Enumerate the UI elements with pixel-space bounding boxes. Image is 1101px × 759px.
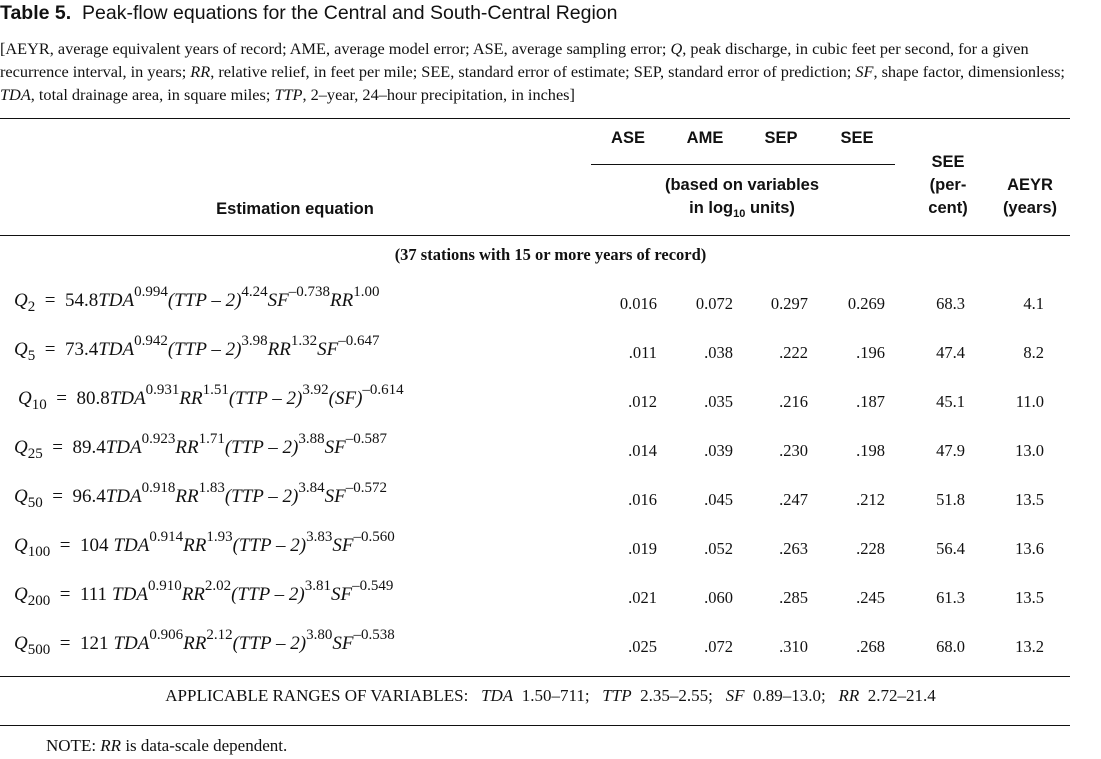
header-estimation-equation: Estimation equation: [216, 200, 374, 218]
equation-variable: TDA: [109, 388, 146, 409]
table-row: [0, 573, 1101, 622]
range-tda-value: 1.50–711;: [521, 686, 590, 705]
table-label: Table 5.: [0, 2, 72, 24]
equation-variable: RR: [183, 535, 207, 556]
equation-exponent: 1.83: [198, 479, 225, 496]
cell-sep: .310: [779, 637, 808, 656]
group-title: (37 stations with 15 or more years of record): [394, 245, 707, 264]
cell-ame: .060: [704, 588, 733, 607]
legend-tda: TDA: [0, 85, 31, 104]
equation-exponent: 1.00: [353, 283, 380, 300]
equation-coefficient: 54.8: [64, 290, 99, 311]
cell-sep: .247: [779, 490, 808, 509]
header-log-text: in log: [689, 199, 734, 217]
table-legend: [0, 37, 1101, 106]
cell-ame: .052: [704, 539, 733, 558]
header-aeyr: [992, 174, 1068, 220]
estimation-equation: $Q_{100}$ = 104 $TDA^{0.914}RR^{1.93}(TTP - 2)^{3.83}SF^{-0.560}$: [14, 528, 395, 560]
cell-see: .187: [856, 392, 885, 411]
cell-sep: .222: [779, 343, 808, 362]
equation-exponent: 0.942: [134, 332, 168, 349]
legend-text: [AEYR, average equivalent years of record; AME, average model error; ASE, average sampling error;: [0, 39, 671, 58]
header-units-text: units): [745, 199, 795, 217]
table-title: [0, 2, 618, 25]
equation-exponent: 3.88: [298, 430, 325, 447]
cell-ame: .038: [704, 343, 733, 362]
equation-variable: RR: [175, 437, 199, 458]
cell-ase: .021: [628, 588, 657, 607]
table-row: [0, 622, 1101, 671]
equation-variable: SF: [330, 584, 353, 605]
equation-exponent: 0.994: [134, 283, 168, 300]
note-text: is data-scale dependent.: [121, 736, 288, 755]
equation-exponent: –0.738: [288, 283, 331, 300]
cell-sep: .216: [779, 392, 808, 411]
header-based-on-line1: (based on variables: [664, 176, 820, 194]
cell-sep: .263: [779, 539, 808, 558]
cell-see: .245: [856, 588, 885, 607]
header-see-percent-line1: SEE: [931, 153, 965, 171]
header-see-percent: [915, 151, 981, 220]
legend-rr: RR: [190, 62, 211, 81]
equation-variable: TDA: [113, 535, 150, 556]
equation-exponent: 1.93: [206, 528, 233, 545]
equation-recurrence-interval: 200: [27, 592, 51, 609]
equation-variable: SF: [267, 290, 289, 311]
note-prefix: NOTE:: [46, 736, 101, 755]
cell-sep: .230: [779, 441, 808, 460]
cell-ase: .019: [628, 539, 657, 558]
equation-recurrence-interval: 5: [27, 347, 36, 364]
range-sf-value: 0.89–13.0;: [752, 686, 826, 705]
equation-variable: SF: [332, 535, 354, 556]
equation-variable: TDA: [105, 437, 142, 458]
equation-exponent: 0.914: [149, 528, 184, 545]
equation-exponent: 3.84: [298, 479, 325, 496]
equation-exponent: 3.80: [306, 626, 333, 643]
equation-exponent: 0.906: [149, 626, 184, 643]
range-rr-value: 2.72–21.4: [867, 686, 936, 705]
table-row: [0, 328, 1101, 377]
equation-coefficient: 89.4: [72, 437, 106, 458]
cell-see: 0.269: [847, 294, 885, 313]
equation-exponent: 0.918: [141, 479, 176, 496]
cell-sep: 0.297: [770, 294, 808, 313]
equation-coefficient: 80.8: [76, 388, 110, 409]
equation-variable: RR: [181, 584, 205, 605]
equation-exponent: 0.931: [145, 381, 180, 398]
equation-recurrence-interval: 100: [27, 543, 51, 560]
cell-see: .198: [856, 441, 885, 460]
equation-variable: TDA: [98, 290, 135, 311]
cell-see-pct: 68.3: [936, 294, 965, 313]
table-row: [0, 377, 1101, 426]
legend-ttp: TTP: [274, 85, 303, 104]
equation-exponent: –0.614: [362, 381, 404, 398]
body-bottom-rule: [0, 676, 1070, 677]
header-see-percent-line3: cent): [928, 199, 968, 217]
cell-see-pct: 47.9: [936, 441, 965, 460]
equation-recurrence-interval: 10: [31, 396, 47, 413]
cell-see-pct: 68.0: [936, 637, 965, 656]
equation-recurrence-interval: 25: [27, 445, 43, 462]
legend-text: , peak discharge, in cubic feet per second, for a given recurrence interval, in years;: [0, 39, 1029, 81]
equation-variable: SF: [332, 633, 354, 654]
cell-ase: .011: [628, 343, 657, 362]
cell-aeyr: 13.2: [1015, 637, 1044, 656]
ranges-label: APPLICABLE RANGES OF VARIABLES:: [165, 686, 469, 705]
cell-ase: .016: [628, 490, 657, 509]
cell-aeyr: 13.6: [1015, 539, 1044, 558]
cell-ase: .014: [628, 441, 657, 460]
equation-exponent: –0.549: [352, 577, 394, 594]
equation-coefficient: 96.4: [72, 486, 106, 507]
cell-aeyr: 11.0: [1015, 392, 1044, 411]
equation-exponent: –0.560: [353, 528, 395, 545]
equation-variable: (TTP – 2): [167, 339, 242, 360]
equation-coefficient: 121: [79, 633, 109, 654]
equation-exponent: 1.51: [202, 381, 229, 398]
header-ame: AME: [686, 129, 724, 147]
equation-recurrence-interval: 2: [27, 298, 36, 315]
legend-text: , total drainage area, in square miles;: [30, 85, 275, 104]
equation-exponent: 1.71: [198, 430, 225, 447]
header-based-on-line2: [622, 197, 862, 222]
equation-coefficient: 104: [79, 535, 109, 556]
cell-ame: .045: [704, 490, 733, 509]
equation-variable: (SF): [328, 388, 363, 409]
equation-exponent: –0.572: [345, 479, 387, 496]
legend-text: , relative relief, in feet per mile; SEE, standard error of estimate; SEP, standard error of prediction;: [210, 62, 856, 81]
range-rr-name: RR: [838, 686, 860, 705]
legend-sf: SF: [855, 62, 874, 81]
equation-variable: TDA: [113, 633, 150, 654]
equation-variable: RR: [267, 339, 291, 360]
cell-see-pct: 51.8: [936, 490, 965, 509]
cell-ase: .012: [628, 392, 657, 411]
cell-see: .268: [856, 637, 885, 656]
cell-see: .228: [856, 539, 885, 558]
header-sep: SEP: [764, 129, 798, 147]
equation-exponent: –0.587: [345, 430, 387, 447]
equation-variable: SF: [324, 486, 346, 507]
cell-sep: .285: [779, 588, 808, 607]
applicable-ranges: [0, 686, 1101, 706]
estimation-equation: $Q_2$ = $54.8TDA^{0.994}(TTP - 2)^{4.24}SF^{-0.738}RR^{1.00}$: [14, 283, 380, 315]
equation-exponent: 4.24: [241, 283, 268, 300]
table-note: [46, 736, 287, 756]
cell-aeyr: 8.2: [1023, 343, 1044, 362]
range-tda-name: TDA: [481, 686, 514, 705]
equation-coefficient: 111: [79, 584, 108, 605]
equation-variable: (TTP – 2): [224, 486, 299, 507]
header-ase: ASE: [611, 129, 645, 147]
legend-text: , 2–year, 24–hour precipitation, in inches]: [302, 85, 575, 104]
cell-ase: 0.016: [619, 294, 657, 313]
estimation-equation: $Q_{50}$ = $96.4TDA^{0.918}RR^{1.83}(TTP - 2)^{3.84}SF^{-0.572}$: [14, 479, 387, 511]
equation-recurrence-interval: 500: [27, 641, 51, 658]
table-row: [0, 279, 1101, 328]
equation-variable: (TTP – 2): [232, 633, 307, 654]
equation-recurrence-interval: 50: [27, 494, 43, 511]
cell-see-pct: 45.1: [936, 392, 965, 411]
cell-see: .196: [856, 343, 885, 362]
equation-variable: RR: [179, 388, 203, 409]
equation-exponent: 2.02: [204, 577, 232, 594]
header-see: SEE: [840, 129, 874, 147]
range-sf-name: SF: [725, 686, 745, 705]
equation-exponent: 3.83: [306, 528, 333, 545]
cell-aeyr: 13.5: [1015, 490, 1044, 509]
equation-exponent: 2.12: [206, 626, 233, 643]
equation-variable: (TTP – 2): [224, 437, 299, 458]
header-based-on-variables: [622, 174, 862, 222]
cell-see-pct: 61.3: [936, 588, 965, 607]
equation-variable: SF: [317, 339, 339, 360]
equation-variable: (TTP – 2): [167, 290, 242, 311]
equation-variable: TDA: [98, 339, 135, 360]
table-row: [0, 475, 1101, 524]
estimation-equation: $Q_{200}$ = 111 $TDA^{0.910}RR^{2.02}(TTP - 2)^{3.81}SF^{-0.549}$: [14, 577, 394, 609]
equation-variable: RR: [175, 486, 199, 507]
cell-aeyr: 4.1: [1023, 294, 1044, 313]
cell-aeyr: 13.5: [1015, 588, 1044, 607]
range-ttp-value: 2.35–2.55;: [640, 686, 713, 705]
equation-variable: (TTP – 2): [232, 535, 307, 556]
estimation-equation: $Q_{25}$ = $89.4TDA^{0.923}RR^{1.71}(TTP - 2)^{3.88}SF^{-0.587}$: [14, 430, 387, 462]
equation-variable: (TTP – 2): [231, 584, 305, 605]
equation-variable: (TTP – 2): [228, 388, 303, 409]
cell-see: .212: [856, 490, 885, 509]
header-aeyr-line2: (years): [1002, 199, 1058, 217]
equation-exponent: 0.910: [147, 577, 182, 594]
cell-ame: .035: [704, 392, 733, 411]
equation-exponent: –0.538: [353, 626, 395, 643]
header-bottom-rule: [0, 235, 1070, 236]
equation-variable: TDA: [105, 486, 142, 507]
equation-exponent: 3.81: [304, 577, 331, 594]
cell-aeyr: 13.0: [1015, 441, 1044, 460]
cell-ase: .025: [628, 637, 657, 656]
cell-ame: .072: [704, 637, 733, 656]
header-log-base: 10: [733, 208, 746, 220]
equation-variable: RR: [183, 633, 207, 654]
cell-see-pct: 47.4: [936, 343, 965, 362]
cell-see-pct: 56.4: [936, 539, 965, 558]
equation-variable: RR: [330, 290, 354, 311]
equation-exponent: –0.647: [338, 332, 380, 349]
top-rule: [0, 118, 1070, 119]
note-rr: RR: [100, 736, 122, 755]
header-aeyr-line1: AEYR: [1007, 176, 1053, 194]
equation-exponent: 1.32: [290, 332, 318, 349]
legend-text: , shape factor, dimensionless;: [873, 62, 1065, 81]
log-units-rule: [591, 164, 895, 165]
equation-exponent: 0.923: [141, 430, 176, 447]
estimation-equation: $Q_{10}$ = $80.8TDA^{0.931}RR^{1.51}(TTP - 2)^{3.92}(SF)^{-0.614}$: [18, 381, 404, 413]
cell-ame: .039: [704, 441, 733, 460]
header-see-percent-line2: (per-: [929, 176, 967, 194]
equation-exponent: 3.92: [302, 381, 329, 398]
estimation-equation: $Q_{500}$ = 121 $TDA^{0.906}RR^{2.12}(TTP - 2)^{3.80}SF^{-0.538}$: [14, 626, 395, 658]
table-row: [0, 426, 1101, 475]
range-ttp-name: TTP: [602, 686, 632, 705]
legend-q: Q: [670, 39, 683, 58]
estimation-equation: $Q_5$ = $73.4TDA^{0.942}(TTP - 2)^{3.98}RR^{1.32}SF^{-0.647}$: [14, 332, 380, 364]
equation-coefficient: 73.4: [64, 339, 99, 360]
table-row: [0, 524, 1101, 573]
ranges-bottom-rule: [0, 725, 1070, 726]
equation-variable: TDA: [112, 584, 148, 605]
table-title-text: Peak-flow equations for the Central and South-Central Region: [82, 2, 618, 24]
equation-exponent: 3.98: [241, 332, 268, 349]
equation-variable: SF: [324, 437, 346, 458]
cell-ame: 0.072: [695, 294, 733, 313]
